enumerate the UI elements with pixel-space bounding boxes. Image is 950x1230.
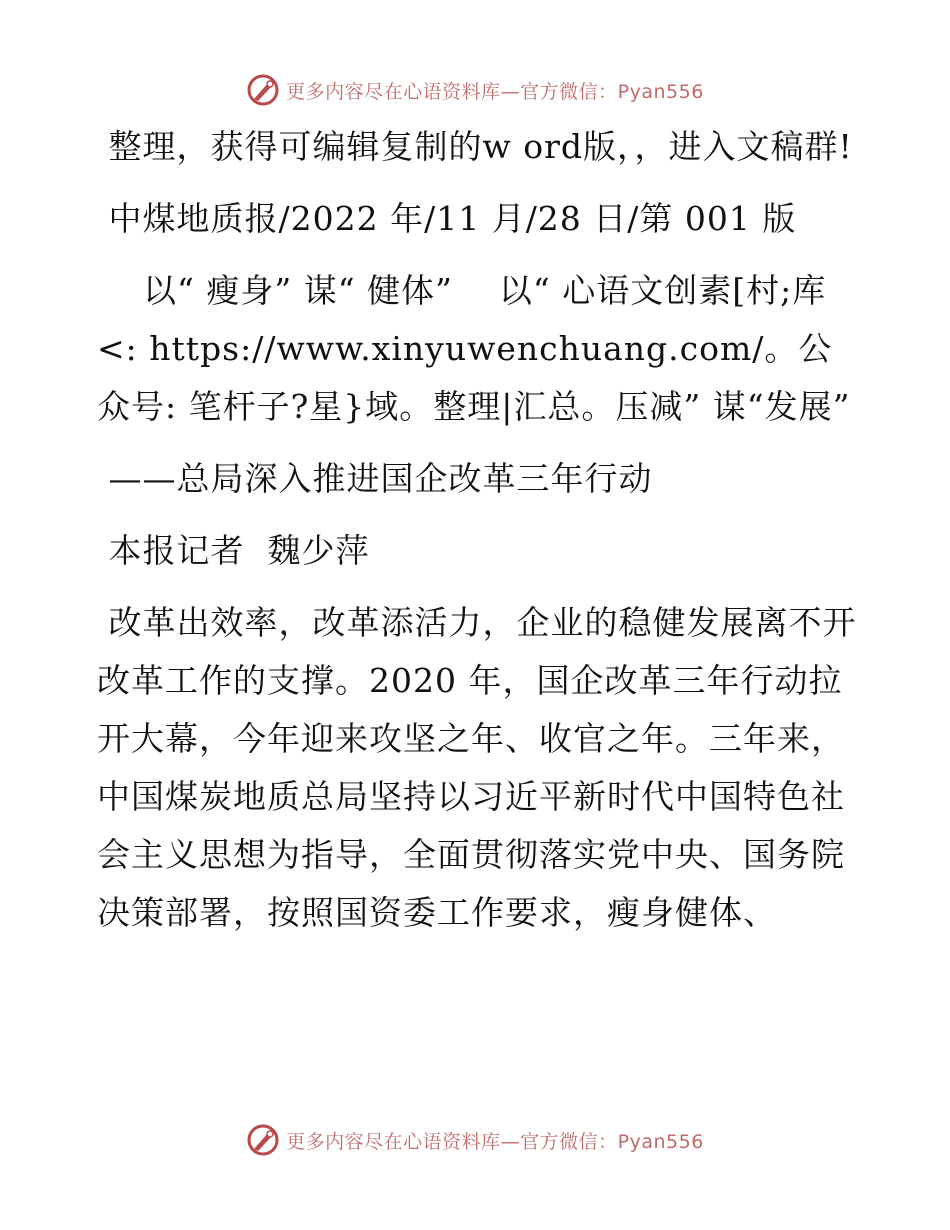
pen-logo-icon [246, 73, 280, 107]
source-line: 中煤地质报/2022 年/11 月/28 日/第 001 版 [97, 199, 797, 238]
byline: 本报记者 魏少萍 [97, 531, 370, 570]
header-banner [0, 70, 950, 110]
article-subtitle: ——总局深入推进国企改革三年行动 [97, 459, 653, 498]
banner-text: 更多内容尽在心语资料库—官方微信：Pyan556 [286, 1130, 704, 1153]
pen-logo-icon [246, 1123, 280, 1157]
document-body [97, 118, 857, 942]
banner-text: 更多内容尽在心语资料库—官方微信：Pyan556 [286, 80, 704, 103]
article-title: 以“ 瘦身” 谋“ 健体” 以“ 心语文创素[村;库<: https://www.xinyuwenchuang.com/。公众号: 笔杆子?星}域。整理|汇总。压减” 谋“发展” [97, 271, 851, 426]
body-paragraph: 改革出效率，改革添活力，企业的稳健发展离不开改革工作的支撑。2020 年，国企改革三年行动拉开大幕，今年迎来攻坚之年、收官之年。三年来，中国煤炭地质总局坚持以习近平新时代中国特色社会主义思想为指导，全面贯彻落实党中央、国务院决策部署，按照国资委工作要求，瘦身健体、 [97, 603, 857, 932]
intro-paragraph: 整理，获得可编辑复制的w ord版，，进入文稿群! [97, 127, 853, 166]
footer-banner [0, 1120, 950, 1160]
